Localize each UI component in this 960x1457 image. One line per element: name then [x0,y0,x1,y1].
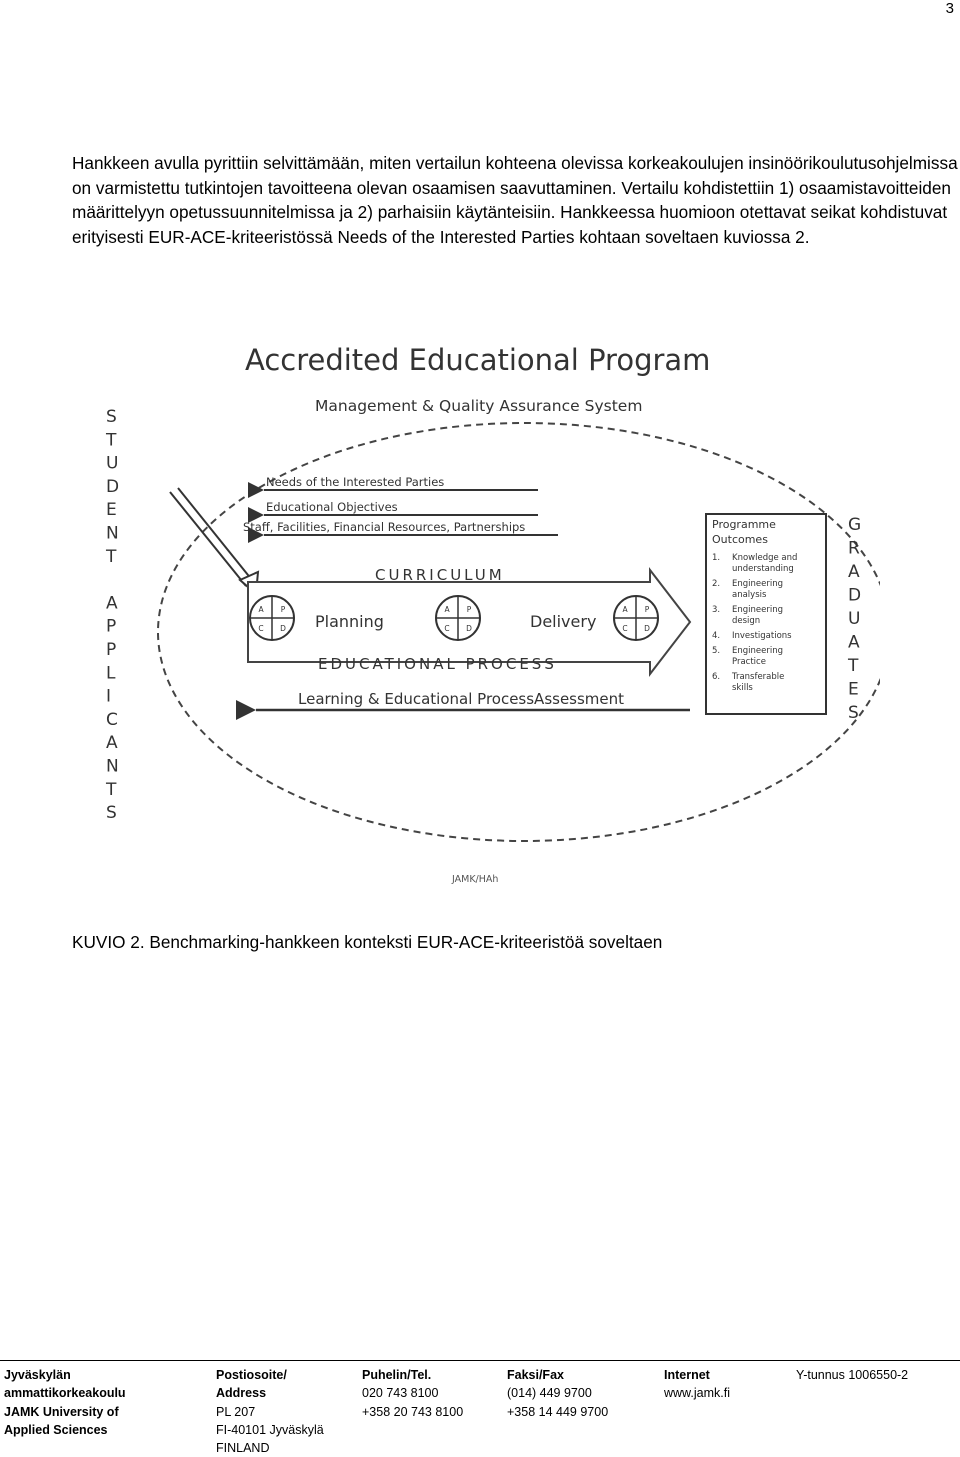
student-applicants-letter: N [106,523,119,544]
pdca-check: C [622,624,628,633]
student-applicants-letter: P [106,640,117,660]
outcome-text: skills [732,683,753,693]
footer-phone-label: Puhelin/Tel. [362,1368,432,1382]
outcome-text: analysis [732,590,767,600]
input-resources: Staff, Facilities, Financial Resources, Partnerships [243,520,526,534]
graduates-letter: A [848,562,860,582]
graduates-letter: G [848,515,862,535]
graduates-label [847,515,861,723]
pdca-do: D [466,624,472,633]
outcomes-title-2: Outcomes [712,533,768,546]
pdca-act: A [622,605,628,614]
footer-postal-value: FI-40101 Jyväskylä [216,1422,324,1437]
assessment-label: Learning & Educational ProcessAssessment [298,690,625,708]
outcome-text: Practice [732,657,766,667]
footer-internet [664,1366,730,1403]
outcome-text: Investigations [732,631,792,641]
outcome-number: 3. [712,605,721,615]
footer-phone [362,1366,463,1421]
student-applicants-letter: T [106,430,117,451]
footer-fax-value: +358 14 449 9700 [507,1404,609,1419]
graduates-letter: U [848,609,861,629]
student-applicants-letter: L [106,663,116,684]
graduates-letter: D [848,585,862,606]
student-applicants-letter: I [106,686,112,707]
footer-postal-label: Address [216,1386,267,1401]
body-paragraph: Hankkeen avulla pyrittiin selvittämään, miten vertailun kohteena olevissa korkeakoulujen insinöörikoulutusohjelmissa on varmistettu tutkintojen tavoitteena olevan osaamisen saavuttaminen. Vertailu kohdistettiin 1) osaamistavoitteiden määrittelyyn opetussuunnitelmissa ja 2) parhaisiin käytänteisiin. Hankkeessa huomioon otettavat seikat kohdistuvat erityisesti EUR-ACE-kriteeristössä Needs of the Interested Parties kohtaan soveltaen kuviossa 2. [72,153,958,247]
pdca-check: C [258,624,264,633]
outcome-number: 5. [712,646,721,656]
outcome-text: design [732,616,761,626]
footer-internet-link[interactable]: www.jamk.fi [664,1386,730,1401]
graduates-letter: A [848,632,860,653]
pdca-plan: P [280,605,286,614]
student-entry-arrow [170,488,258,594]
student-applicants-letter: S [106,407,117,427]
footer-institution-line: ammattikorkeakoulu [4,1386,126,1401]
footer-address [216,1366,324,1457]
planning-label: Planning [315,612,384,631]
pdca-do: D [644,624,650,633]
graduates-letter: R [848,538,860,559]
footer-institution [4,1366,126,1439]
footer-institution-line: Jyväskylän [4,1368,71,1382]
footer-business-id-value: Y-tunnus 1006550-2 [796,1368,909,1382]
footer-phone-value: +358 20 743 8100 [362,1404,464,1419]
pdca-do: D [280,624,286,633]
pdca-plan: P [644,605,650,614]
student-applicants-letter: P [106,616,117,637]
outcomes-title-1: Programme [712,518,776,531]
input-needs: Needs of the Interested Parties [266,475,445,489]
footer-internet-label: Internet [664,1368,710,1382]
graduates-letter: T [848,656,859,676]
footer-postal-label: Postiosoite/ [216,1368,287,1382]
student-applicants-letter: C [106,709,118,730]
outcome-text: Engineering [732,605,783,615]
outcome-number: 4. [712,631,721,641]
student-applicants-letter: A [106,593,118,614]
pdca-act: A [258,605,264,614]
outcome-text: Engineering [732,579,783,589]
page-footer [0,1360,960,1454]
student-applicants-letter: U [106,453,119,474]
figure-caption: KUVIO 2. Benchmarking-hankkeen konteksti EUR-ACE-kriteeristöä soveltaen [72,932,663,952]
student-applicants-letter: N [106,756,119,777]
footer-institution-line: Applied Sciences [4,1422,108,1437]
delivery-label: Delivery [530,612,597,631]
student-applicants-label [105,407,119,823]
student-applicants-letter: E [106,500,117,521]
student-applicants-letter: T [106,779,117,800]
outcome-number: 1. [712,553,721,563]
educational-process-label: EDUCATIONAL PROCESS [318,655,557,673]
outcome-text: Engineering [732,646,783,656]
figure-accredited-program [90,332,880,894]
curriculum-label: CURRICULUM [375,566,505,584]
student-applicants-letter: A [106,733,118,754]
footer-phone-value: 020 743 8100 [362,1386,439,1401]
student-applicants-letter: S [106,803,117,824]
outcome-text: understanding [732,564,794,574]
outcome-text: Knowledge and [732,553,798,563]
pdca-check: C [444,624,450,633]
student-applicants-letter: D [106,476,120,497]
figure-credit: JAMK/HAh [452,874,499,885]
graduates-letter: E [848,679,859,700]
page-number: 3 [945,0,954,17]
pdca-cycle-3 [614,596,658,640]
footer-postal-value: FINLAND [216,1441,270,1456]
pdca-cycle-2 [436,596,480,640]
pdca-plan: P [466,605,472,614]
body-text [72,151,958,249]
footer-business-id [796,1366,908,1384]
figure-subtitle: Management & Quality Assurance System [315,397,643,415]
footer-fax-label: Faksi/Fax [507,1368,564,1382]
graduates-letter: S [848,703,859,723]
pdca-cycle-1 [250,596,294,640]
pdca-act: A [444,605,450,614]
student-applicants-letter: T [106,546,117,567]
input-objectives: Educational Objectives [266,500,398,514]
figure-title: Accredited Educational Program [245,343,711,377]
footer-postal-value: PL 207 [216,1404,256,1419]
footer-institution-line: JAMK University of [4,1404,119,1419]
outcome-number: 6. [712,672,721,682]
outcome-number: 2. [712,579,721,589]
footer-fax-value: (014) 449 9700 [507,1386,592,1401]
outcome-text: Transferable [732,672,785,682]
footer-fax [507,1366,608,1421]
